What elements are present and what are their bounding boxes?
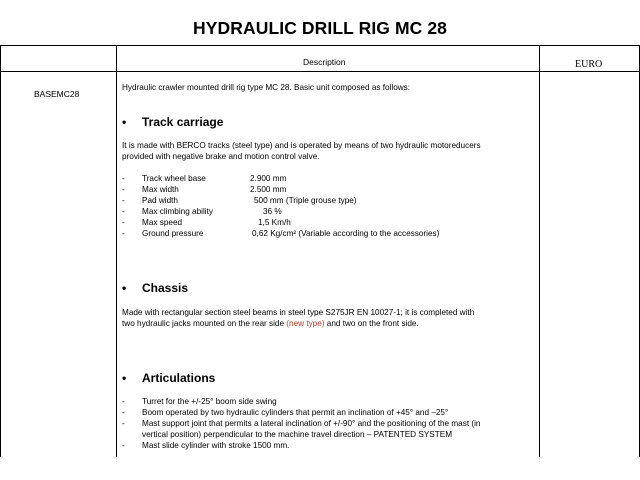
spec-value: 1,5 Km/h — [258, 218, 291, 227]
item-code: BASEMC28 — [34, 89, 80, 99]
section-title: Chassis — [142, 281, 189, 295]
header-row-divider — [0, 71, 640, 72]
spec-value: 2.900 mm — [250, 174, 287, 183]
price-column-header: EURO — [575, 59, 603, 70]
section-title: Track carriage — [142, 115, 224, 129]
new-type-note: (new type) — [286, 319, 325, 328]
table-left-border — [0, 45, 1, 457]
track-description-line: It is made with BERCO tracks (steel type) and is operated by means of two hydraulic motoreducers — [122, 141, 481, 150]
spec-label: Max speed — [142, 218, 183, 227]
intro-text: Hydraulic crawler mounted drill rig type MC 28. Basic unit composed as follows: — [122, 83, 411, 92]
column-divider-price — [539, 45, 540, 457]
section-heading-chassis — [122, 281, 188, 295]
chassis-description-line: two hydraulic jacks mounted on the rear side (new type) and two on the front side. — [122, 319, 419, 328]
spec-label: Track wheel base — [142, 174, 206, 183]
page-title: HYDRAULIC DRILL RIG MC 28 — [193, 18, 447, 38]
section-heading-track-carriage — [122, 115, 223, 129]
bullet-icon: • — [122, 281, 127, 295]
spec-value: 2.500 mm — [250, 185, 287, 194]
bullet-icon: • — [122, 115, 127, 129]
spec-label: Max climbing ability — [142, 207, 213, 216]
description-column-header: Description — [303, 57, 346, 67]
spec-value: 500 mm (Triple grouse type) — [254, 196, 357, 205]
section-title: Articulations — [142, 371, 216, 385]
table-top-border — [0, 45, 640, 46]
bullet-icon: • — [122, 371, 127, 385]
column-divider-code — [116, 45, 117, 457]
track-description-line: provided with negative brake and motion control valve. — [122, 152, 320, 161]
section-heading-articulations — [122, 371, 215, 385]
spec-label: Pad width — [142, 196, 178, 205]
spec-value: 0,62 Kg/cm² (Variable according to the accessories) — [252, 229, 440, 238]
spec-label: Max width — [142, 185, 179, 194]
spec-value: 36 % — [263, 207, 282, 216]
spec-label: Ground pressure — [142, 229, 204, 238]
chassis-description-line: Made with rectangular section steel beams in steel type S275JR EN 10027-1; it is completed with — [122, 308, 475, 317]
